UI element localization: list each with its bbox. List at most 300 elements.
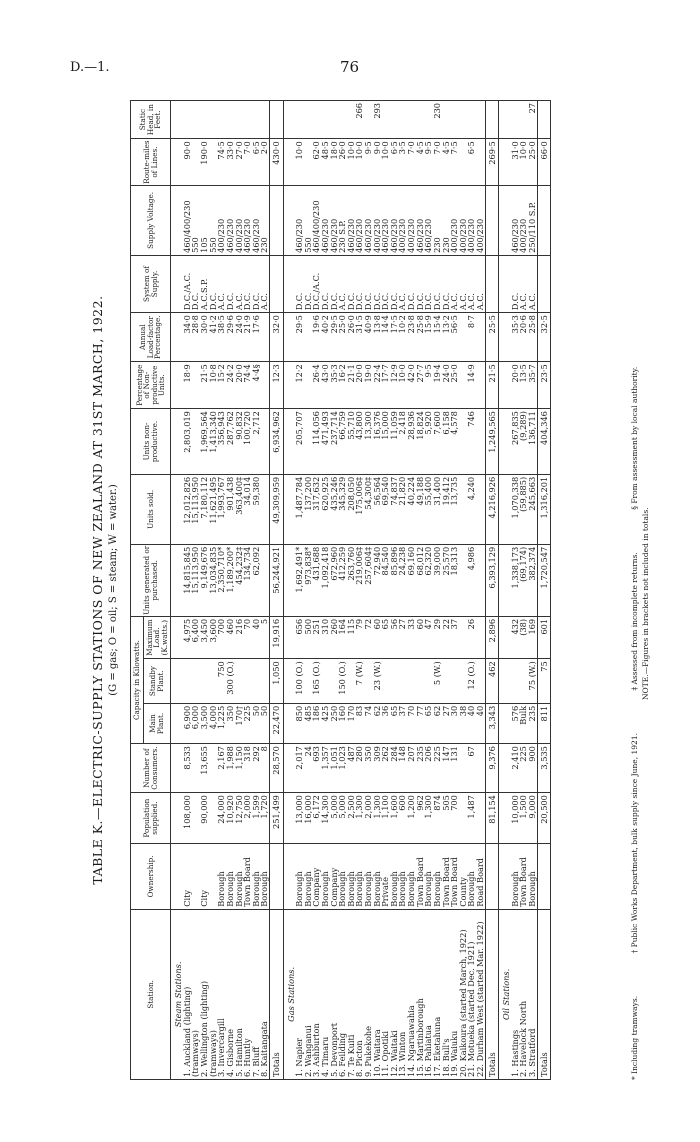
table-cell: 280 [355,744,364,793]
table-cell: 56,244,921 [269,544,283,616]
table-cell: 350 [364,744,373,793]
table-cell: 83 [355,703,364,743]
table-cell: 14. Ngaruawahia [407,909,416,1079]
table-cell: 10·0 [295,139,304,186]
table-cell: D.C. [304,255,313,312]
table-cell: 38·5 [217,313,226,362]
table-cell: 7·5 [450,139,459,186]
table-cell: 79 [355,616,364,658]
table-cell: 7·0 [407,139,416,186]
table-cell [209,101,218,139]
table-cell [442,659,451,704]
table-cell: 21·9 [243,313,252,362]
table-cell: 20·0 [235,362,244,409]
table-cell: City [183,844,192,910]
col-units-nonproductive: Units non-productive. [131,409,171,475]
table-cell: 460/230 [243,185,252,255]
table-cell: 9·5 [364,139,373,186]
table-cell: (38) [519,616,528,658]
table-cell: 1,100 [381,793,390,844]
table-cell: 7. Bluff [252,909,261,1079]
table-cell: Town Board [243,844,252,910]
table-cell: 12·9 [390,362,399,409]
table-cell: 70 [407,703,416,743]
table-cell: 5 (W.) [433,659,442,704]
table-cell: 7·0 [243,139,252,186]
table-cell: 460/230 [416,185,425,255]
table-cell: 26·0 [347,313,356,362]
table-cell: 65 [381,616,390,658]
table-cell: 11. Opotiki [381,909,390,1079]
table-cell: 400/230 [450,185,459,255]
table-cell: 6,400 [191,616,200,658]
table-cell [390,101,399,139]
table-cell: 30 [450,703,459,743]
table-cell: 50 [260,703,269,743]
totals-row [269,101,283,1080]
table-cell: 23·5 [537,362,551,409]
table-cell: Town Board [442,844,451,910]
table-title: TABLE K.—ELECTRIC-SUPPLY STATIONS OF NEW ZEALAND AT 31ST MARCH, 1922. [90,295,105,885]
table-cell: 175,006‡ [355,474,364,544]
table-cell: 15,113,950 [191,474,200,544]
table-cell: 62,092 [252,544,261,616]
table-cell: 67 [467,744,476,793]
table-cell: 20·0 [511,362,520,409]
table-cell: 25·0 [338,313,347,362]
table-cell: 3,500 [200,703,209,743]
table-cell: 165 (O.) [312,659,321,704]
table-cell: 12·3 [269,362,283,409]
table-cell: 37 [450,616,459,658]
table-cell: Borough [295,844,304,910]
table-cell: 1,200 [407,793,416,844]
table-cell: 137,200 [304,474,313,544]
table-cell: 460/230 [295,185,304,255]
table-cell: 31,400 [433,474,442,544]
table-cell: Borough [390,844,399,910]
table-cell [476,139,485,186]
table-cell: 485 [304,703,313,743]
table-cell: 471,493 [321,409,330,475]
table-cell: 72 [364,616,373,658]
table-cell: 13,735 [450,474,459,544]
table-cell: 292 [252,744,261,793]
col-units-generated: Units generated or purchased. [131,544,171,616]
table-cell [459,101,468,139]
table-cell: 3. Invercargill [217,909,226,1079]
table-cell: Borough [398,844,407,910]
document-code: D.—1. [70,60,110,75]
table-cell: Private [381,844,390,910]
table-cell: 19,412 [442,474,451,544]
table-cell: 62,320 [424,544,433,616]
table-cell: 22,470 [269,703,283,743]
table-cell: 40 [476,703,485,743]
table-cell: 170† [235,703,244,743]
table-cell: 17·6 [252,313,261,362]
table-cell: 72,940 [373,544,382,616]
table-cell [537,185,551,255]
table-cell: 460/230 [330,185,339,255]
table-cell: 40·9 [364,313,373,362]
table-cell [191,101,200,139]
table-cell: A.C. [450,255,459,312]
table-cell: 973,838* [304,544,313,616]
table-cell: 66·0 [537,139,551,186]
table-cell: 262 [381,744,390,793]
table-cell: 32·0 [269,313,283,362]
table-cell: 68,012 [416,544,425,616]
table-cell: 6,158 [442,409,451,475]
table-cell: D.C. [442,255,451,312]
table-cell: A.C. [260,255,269,312]
table-cell: D.C. [511,255,520,312]
table-cell: D.C. [433,255,442,312]
table-cell: 2,418 [398,409,407,475]
table-cell: Borough [433,844,442,910]
table-cell: 267,835 [511,409,520,475]
table-cell: 2,803,019 [183,409,192,475]
col-capacity: Capacity in Kilowatts. [131,616,144,743]
table-cell [476,659,485,704]
table-cell: A.C. [217,255,226,312]
supply-stations-table [130,100,551,1080]
table-cell: 74·5 [217,139,226,186]
table-cell: 235 [416,744,425,793]
table-cell: 114,056 [312,409,321,475]
table-cell: 100,720 [243,409,252,475]
table-cell: 13·2 [442,313,451,362]
table-cell: 69,540 [381,474,390,544]
table-cell [321,659,330,704]
table-cell: 8·7 [467,313,476,362]
table-cell [226,101,235,139]
table-cell: 237,714 [330,409,339,475]
table-cell: 60 [416,616,425,658]
table-cell: 15·4 [433,313,442,362]
table-cell: 460/230 [424,185,433,255]
table-cell: 31·0 [511,139,520,186]
table-cell: 15,000 [381,409,390,475]
table-cell: D.C. [321,255,330,312]
table-cell: 425 [321,703,330,743]
table-cell: Road Board [476,844,485,910]
table-cell: 4,000 [209,703,218,743]
table-cell: 28,570 [269,744,283,793]
table-cell: 150 (O.) [338,659,347,704]
table-cell [499,313,511,362]
table-cell [183,659,192,704]
rotated-table-page [90,100,650,1080]
table-cell [476,474,485,544]
table-cell: 263,760 [347,544,356,616]
table-cell: 317,632 [312,474,321,544]
table-cell: 10·2 [398,313,407,362]
table-cell: 32·5 [537,313,551,362]
table-cell: 1,357 [321,744,330,793]
table-cell: 20,500 [537,793,551,844]
table-cell: D.C. [364,255,373,312]
table-cell: 225 [519,744,528,793]
table-cell [476,616,485,658]
table-cell: 269·5 [485,139,499,186]
table-cell [537,255,551,312]
table-cell [381,101,390,139]
table-cell: 19. Waiuku [450,909,459,1079]
col-consumers: Number of Consumers. [131,744,171,793]
table-cell [476,101,485,139]
col-main-plant: Main Plant. [143,703,171,743]
table-cell: 400/230 [235,185,244,255]
table-cell: 134,734 [243,544,252,616]
table-cell: 2,410 [511,744,520,793]
table-cell [330,101,339,139]
table-cell: 56,564 [373,474,382,544]
table-cell: 5,920 [424,409,433,475]
table-cell: 5. Hamilton [235,909,244,1079]
table-cell: 1,300 [355,793,364,844]
table-cell: 10·0 [347,139,356,186]
table-cell: Borough [338,844,347,910]
table-cell: 30·0 [200,313,209,362]
table-cell: 21,820 [398,474,407,544]
table-cell: 16,000 [304,793,313,844]
table-cell: 400/230 [476,185,485,255]
table-cell [511,659,520,704]
table-cell: 75 [537,659,551,704]
table-cell [260,362,269,409]
table-cell: 105 [200,185,209,255]
table-cell: A.C. [476,255,485,312]
table-cell: D.C. [416,255,425,312]
table-cell: 13,300 [364,409,373,475]
table-cell [171,101,183,139]
table-cell: 6·5 [390,139,399,186]
table-cell: 48·5 [321,139,330,186]
table-cell: 207 [407,744,416,793]
table-cell: County [459,844,468,910]
table-cell: 874 [433,793,442,844]
table-cell: 90·0 [183,139,192,186]
table-cell: 55,710 [347,409,356,475]
table-cell: 2,017 [295,744,304,793]
table-cell [283,101,295,139]
table-cell [171,659,183,704]
table-cell [269,844,283,910]
table-cell: 21·5 [485,362,499,409]
table-cell [450,101,459,139]
table-cell: Borough [511,844,520,910]
table-cell: 190·0 [200,139,209,186]
table-cell: Totals [537,909,551,1079]
table-cell: 38 [459,703,468,743]
table-cell: 1,720,547 [537,544,551,616]
table-cell: 8. Kaitangata [260,909,269,1079]
col-units-sold: Units sold. [131,474,171,544]
table-cell: D.C. [209,255,218,312]
table-cell: 4·5 [416,139,425,186]
table-cell: 27·7 [416,362,425,409]
table-cell: 13·8 [373,313,382,362]
table-cell: 400/230 [217,185,226,255]
table-cell [304,101,313,139]
table-cell: 250 [330,703,339,743]
table-cell: 811 [537,703,551,743]
table-cell: D.C. [330,255,339,312]
table-cell: 69,160 [407,544,416,616]
table-cell: 66,759 [338,409,347,475]
table-cell: 4,986 [467,544,476,616]
table-cell: 24·0 [442,362,451,409]
table-cell: 693 [312,744,321,793]
table-cell: Borough [373,844,382,910]
table-cell: 251,499 [269,793,283,844]
table-cell: 1,500 [519,793,528,844]
table-cell: (59,885) [519,474,528,544]
table-cell [260,101,269,139]
table-cell: 6,900 [183,703,192,743]
col-load-factor: Annual Load-factor Percentage. [131,313,171,362]
table-cell: 16. Pahiatua [424,909,433,1079]
table-cell: 400/230 [467,185,476,255]
table-cell: 412,259 [338,544,347,616]
table-cell [499,659,511,704]
table-cell: 9. Pukekohe [364,909,373,1079]
table-cell: 435,246 [330,474,339,544]
table-cell: 230 S.P. [338,185,347,255]
table-cell: 29 [433,616,442,658]
table-cell: 251 [312,616,321,658]
table-cell: 14·4 [381,313,390,362]
table-cell: 28,936 [407,409,416,475]
table-cell [476,793,485,844]
table-cell: 49,309,959 [269,474,283,544]
table-cell: 8 [260,744,269,793]
table-cell: D.C. [355,255,364,312]
section-heading-row [499,101,511,1080]
table-cell: 40,224 [407,474,416,544]
table-cell [485,255,499,312]
table-cell: 24 [304,744,313,793]
table-cell: Borough [467,844,476,910]
table-cell: 1,150 [235,744,244,793]
table-subtitle: (G = gas; O = oil; S = steam; W = water.) [108,484,119,696]
table-cell: 460/230 [355,185,364,255]
table-cell: 136,711 [528,409,537,475]
table-cell: 309 [373,744,382,793]
table-cell [200,659,209,704]
table-cell: 2·0 [260,139,269,186]
table-cell: 225 [243,703,252,743]
table-cell: 12,012,826 [183,474,192,544]
table-cell: 37 [398,703,407,743]
table-cell: 1,599 [252,793,261,844]
table-cell [476,409,485,475]
table-cell [537,101,551,139]
table-cell: 5,000 [330,793,339,844]
table-cell: D.C. [243,255,252,312]
table-cell: 1,023 [338,744,347,793]
table-cell: 164 [338,616,347,658]
table-cell [191,659,200,704]
table-cell: 230 [433,101,442,139]
table-cell: 6·5 [252,139,261,186]
table-cell: Totals [485,909,499,1079]
table-cell: 962 [416,793,425,844]
table-cell: D.C. [373,255,382,312]
table-cell [269,255,283,312]
table-cell: Borough [424,844,433,910]
table-cell: 41·2 [209,313,218,362]
table-cell: 15. Martinborough [416,909,425,1079]
footnotes [630,100,639,1080]
table-cell [200,101,209,139]
table-cell: D.C. [252,255,261,312]
table-cell: 20·0 [355,362,364,409]
table-cell: D.C. [390,255,399,312]
table-cell: 13·5 [519,362,528,409]
table-cell: 356,943 [217,409,226,475]
table-cell: 1,413,340 [209,409,218,475]
table-cell [450,659,459,704]
table-cell: 2,000 [243,793,252,844]
table-cell: 4·5 [442,139,451,186]
table-cell: 40·2 [321,313,330,362]
footnote-section: § From assessment by local authority. [630,366,639,510]
table-cell: 26·4 [312,362,321,409]
table-cell: 100 (O.) [295,659,304,704]
table-cell [499,185,511,255]
table-cell [499,793,511,844]
table-cell: 31·5 [355,313,364,362]
table-cell: 28·8 [191,313,200,362]
table-cell: 43·0 [321,362,330,409]
table-cell [260,409,269,475]
table-cell [485,101,499,139]
table-cell [217,101,226,139]
table-cell: 2,350,710* [217,544,226,616]
page-number: 76 [340,58,360,76]
table-cell: 5. Devonport [330,909,339,1079]
table-cell: 20·6 [519,313,528,362]
table-cell: 29·6 [226,313,235,362]
table-cell: Company [330,844,339,910]
table-cell: 74·4 [243,362,252,409]
table-cell: 5,000 [338,793,347,844]
table-cell: 6,000 [191,703,200,743]
table-cell: 6·5 [467,139,476,186]
table-cell: 1. Napier [295,909,304,1079]
table-cell: 1,225 [217,703,226,743]
table-cell [243,659,252,704]
table-cell: 260 [330,616,339,658]
table-cell: Borough [226,844,235,910]
table-cell: 24·0 [235,313,244,362]
table-cell: 56·5 [450,313,459,362]
table-cell: 10,920 [226,793,235,844]
table-cell: 10·0 [519,139,528,186]
table-cell [260,313,269,362]
table-cell: 29·5 [330,313,339,362]
table-cell: D.C. [424,255,433,312]
table-cell: 460/230 [226,185,235,255]
table-cell: 27 [442,703,451,743]
table-cell: 50 [252,703,261,743]
table-cell: 550 [304,185,313,255]
table-cell [537,844,551,910]
table-cell: 9·5 [424,139,433,186]
